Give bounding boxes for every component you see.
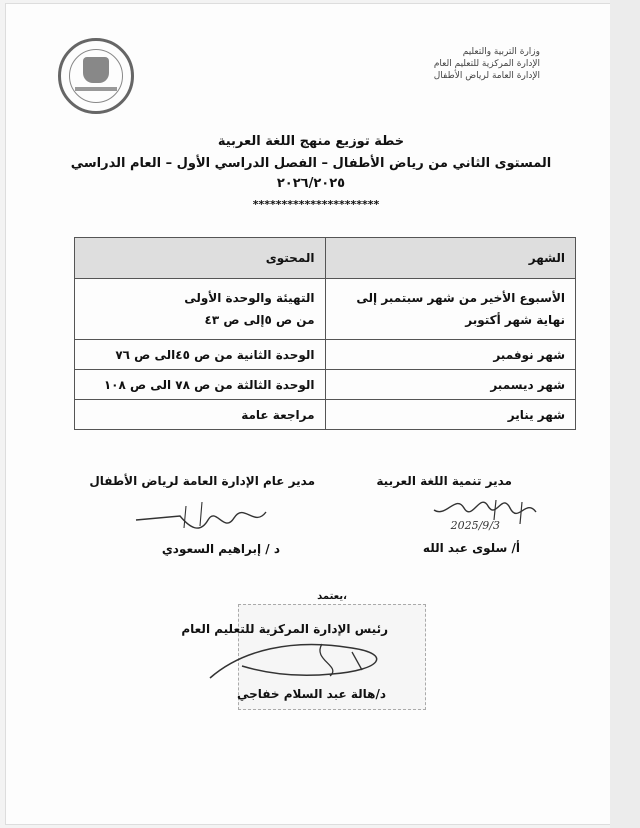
signatory-name-right: أ/ سلوى عبد الله bbox=[422, 541, 520, 555]
content-cell: الوحدة الثالثة من ص ٧٨ الى ص ١٠٨ bbox=[75, 370, 326, 400]
content-cell: الوحدة الثانية من ص ٤٥الى ص ٧٦ bbox=[75, 340, 326, 370]
month-text: الأسبوع الأخير من شهر سبتمبر إلى bbox=[356, 291, 565, 305]
ministry-header bbox=[434, 46, 540, 82]
academic-year: ٢٠٢٦/٢٠٢٥ bbox=[276, 176, 346, 191]
stars-divider: ********************** bbox=[252, 198, 380, 211]
document-page bbox=[6, 4, 610, 824]
table-row bbox=[75, 340, 576, 370]
ministry-line: الإدارة العامة لرياض الأطفال bbox=[433, 71, 540, 81]
table-row bbox=[75, 370, 576, 400]
ministry-seal-icon bbox=[58, 38, 134, 114]
chief-title: رئيس الإدارة المركزية للتعليم العام bbox=[181, 622, 388, 636]
signature-date: 2025/9/3 bbox=[450, 519, 500, 532]
column-header-content: المحتوى bbox=[75, 238, 326, 279]
table-row bbox=[75, 400, 576, 430]
column-header-month: الشهر bbox=[325, 238, 576, 279]
month-cell bbox=[325, 279, 576, 340]
signature-left-icon bbox=[126, 498, 276, 534]
table-header-row bbox=[75, 238, 576, 279]
content-cell: مراجعة عامة bbox=[75, 400, 326, 430]
signatory-name-left: د / إبراهيم السعودي bbox=[161, 542, 280, 556]
month-cell: شهر يناير bbox=[325, 400, 576, 430]
signatory-title-right: مدير تنمية اللغة العربية bbox=[376, 474, 512, 488]
signature-chief-icon bbox=[202, 630, 402, 686]
content-cell bbox=[75, 279, 326, 340]
content-text: التهيئة والوحدة الأولى bbox=[184, 291, 315, 305]
month-cell: شهر ديسمبر bbox=[325, 370, 576, 400]
signatory-title-left: مدير عام الإدارة العامة لرياض الأطفال bbox=[89, 474, 315, 488]
chief-name: د/هالة عبد السلام خفاجي bbox=[236, 687, 386, 701]
document-title: خطة توزيع منهج اللغة العربية bbox=[217, 134, 405, 149]
month-cell: شهر نوفمبر bbox=[325, 340, 576, 370]
ministry-line: وزارة التربية والتعليم bbox=[462, 47, 540, 57]
approval-label: يعتمد، bbox=[317, 591, 347, 602]
content-text: من ص ٥إلى ص ٤٣ bbox=[204, 313, 315, 327]
month-text: نهاية شهر أكتوبر bbox=[465, 313, 565, 327]
curriculum-table bbox=[74, 237, 576, 430]
ministry-line: الإدارة المركزية للتعليم العام bbox=[433, 59, 540, 69]
page-edge bbox=[610, 0, 640, 828]
table-row bbox=[75, 279, 576, 340]
document-subtitle: المستوى الثاني من رياض الأطفال – الفصل الدراسي الأول – العام الدراسي bbox=[70, 156, 552, 171]
